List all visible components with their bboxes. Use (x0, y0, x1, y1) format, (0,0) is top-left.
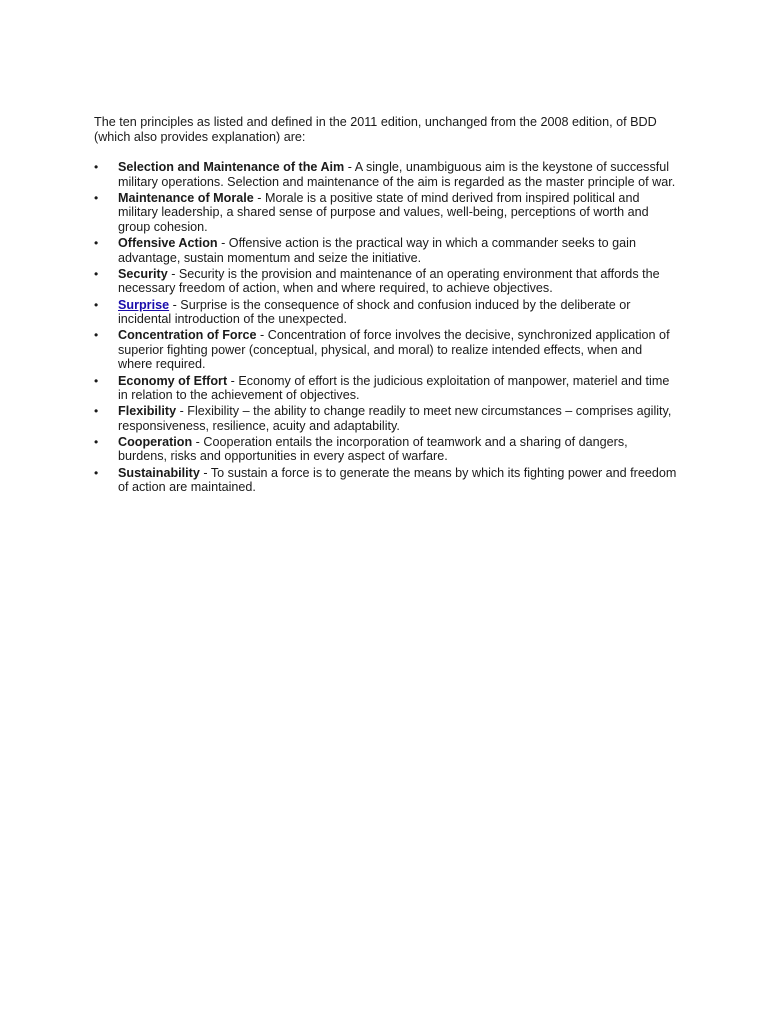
bullet-icon: • (94, 297, 99, 312)
list-item-maintenance-morale (94, 191, 679, 235)
principle-definition: - Concentration of force involves the decisive, synchronized application of superior fighting power (conceptual, physical, and moral) to realize intended effects, when and where required. (118, 328, 670, 372)
principle-term: Maintenance of Morale (118, 190, 254, 205)
list-item-security (94, 267, 679, 296)
list-item-selection-maintenance-aim (94, 160, 679, 189)
principle-definition: - Surprise is the consequence of shock and confusion induced by the deliberate or incidental introduction of the unexpected. (118, 297, 631, 327)
list-item-flexibility (94, 404, 679, 433)
list-item-sustainability (94, 466, 679, 495)
bullet-icon: • (94, 266, 99, 281)
surprise-link[interactable]: Surprise (118, 297, 170, 312)
principle-definition: - A single, unambiguous aim is the keystone of successful military operations. Selection and maintenance of the aim is regarded as the master principle of war. (118, 160, 676, 189)
principle-term: Economy of Effort (118, 373, 228, 388)
principle-term: Selection and Maintenance of the Aim (118, 160, 345, 175)
principle-definition: - Cooperation entails the incorporation of teamwork and a sharing of dangers, burdens, risks and opportunities in every aspect of warfare. (118, 434, 628, 464)
bullet-icon: • (94, 465, 99, 480)
document-page (94, 115, 679, 496)
bullet-icon: • (94, 190, 99, 205)
principle-term: Sustainability (118, 465, 200, 480)
principle-term: Flexibility (118, 404, 177, 419)
principle-term: Security (118, 266, 168, 281)
intro-paragraph: The ten principles as listed and defined in the 2011 edition, unchanged from the 2008 edition, of BDD (which also provides explanation) are: (94, 115, 657, 144)
list-item-concentration-force (94, 328, 679, 372)
bullet-icon: • (94, 434, 99, 449)
bullet-icon: • (94, 236, 99, 251)
list-item-offensive-action (94, 236, 679, 265)
principle-term: Concentration of Force (118, 328, 257, 343)
principle-term: Offensive Action (118, 236, 218, 251)
list-item-surprise (94, 298, 679, 327)
principle-term: Cooperation (118, 434, 193, 449)
principle-definition: - Economy of effort is the judicious exploitation of manpower, materiel and time in relation to the achievement of objectives. (118, 373, 670, 403)
principle-definition: - Morale is a positive state of mind derived from inspired political and military leadership, a shared sense of purpose and values, well-being, perceptions of worth and group cohesion. (118, 190, 649, 235)
principles-list (94, 160, 679, 495)
principle-definition: - Security is the provision and maintenance of an operating environment that affords the necessary freedom of action, when and where required, to achieve objectives. (118, 266, 660, 296)
principle-definition: - Flexibility – the ability to change readily to meet new circumstances – comprises agility, responsiveness, resilience, acuity and adaptability. (118, 404, 672, 433)
list-item-cooperation (94, 435, 679, 464)
bullet-icon: • (94, 373, 99, 388)
list-item-economy-effort (94, 374, 679, 403)
bullet-icon: • (94, 328, 99, 343)
bullet-icon: • (94, 404, 99, 419)
bullet-icon: • (94, 160, 99, 175)
principle-definition: - Offensive action is the practical way in which a commander seeks to gain advantage, sustain momentum and seize the initiative. (118, 236, 636, 265)
principle-definition: - To sustain a force is to generate the means by which its fighting power and freedom of action are maintained. (118, 465, 677, 495)
